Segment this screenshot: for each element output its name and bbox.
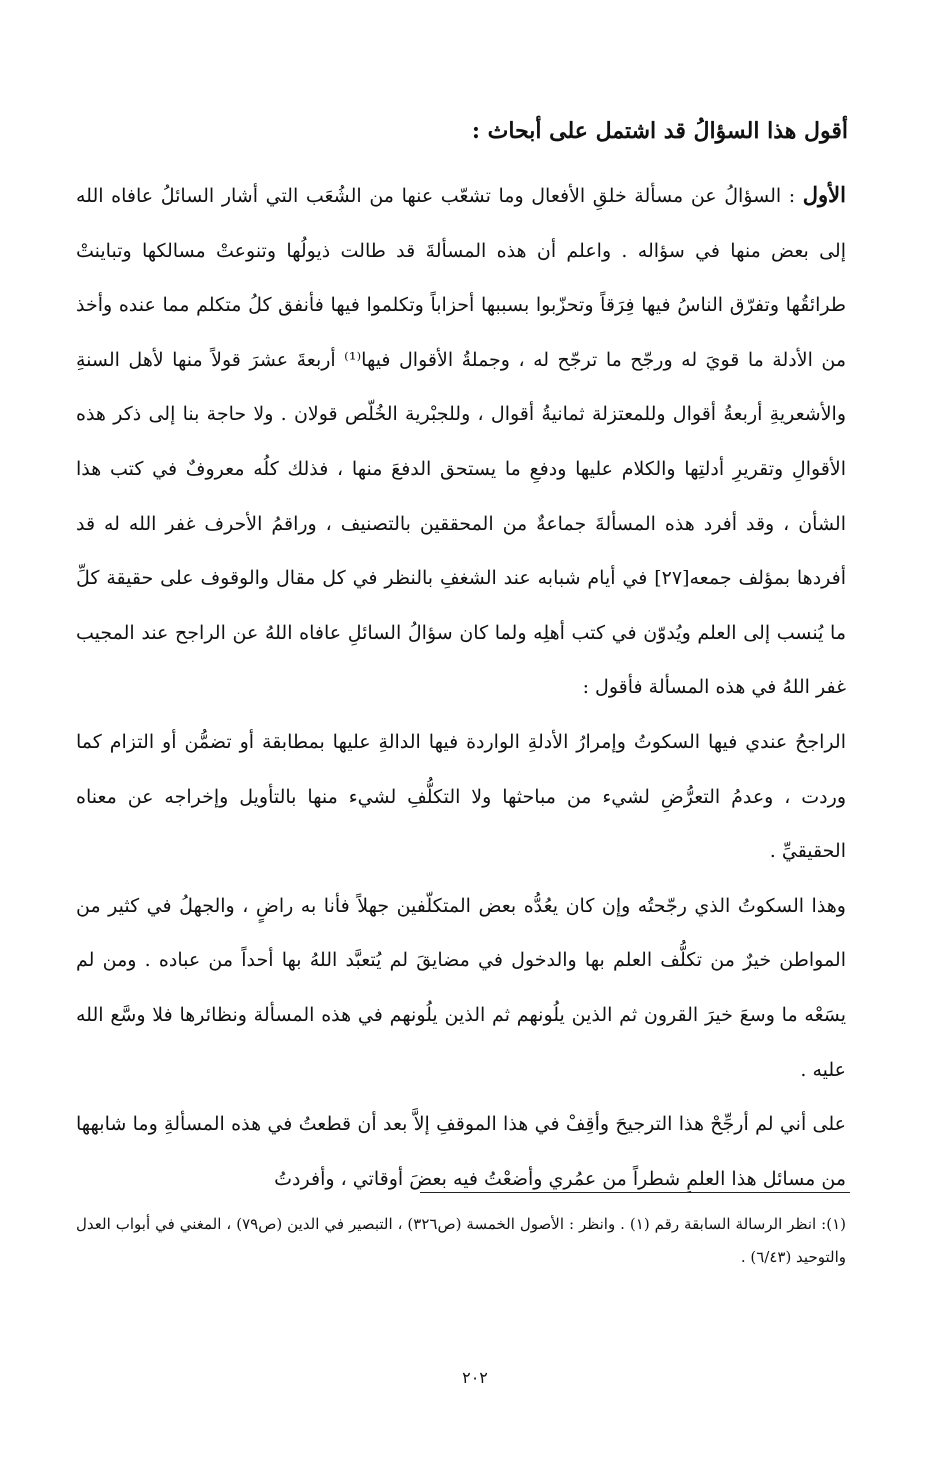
paragraph-4 — [76, 1097, 846, 1206]
paragraph-text: الراجحُ عندي فيها السكوتُ وإمرارُ الأدلةِ الواردة فيها الدالةِ عليها بمطابقة أو تضمُّن أو التزام كما وردت ، وعدمُ التعرُّضِ لشيء من مباحثها ولا التكلُّفِ لشيء منها بالتأويل وإخراجه عن معناه الحقيقيِّ . — [76, 730, 846, 863]
footnotes — [76, 1208, 846, 1274]
paragraph-2 — [76, 715, 846, 879]
main-text — [76, 168, 846, 1206]
paragraph-lead-word: الأول — [802, 182, 846, 207]
paragraph-1 — [76, 168, 846, 715]
paragraph-3 — [76, 879, 846, 1097]
section-heading: أقول هذا السؤالُ قد اشتمل على أبحاث : — [471, 118, 848, 144]
footnote-1: (١): انظر الرسالة السابقة رقم (١) . وانظر : الأصول الخمسة (ص٣٢٦) ، التبصير في الدين (ص٧٩) ، المغني في أبواب العدل والتوحيد (٦/٤٣) . — [76, 1215, 847, 1266]
paragraph-text: وهذا السكوتُ الذي رجّحتُه وإن كان يعُدُّه بعض المتكلّفين جهلاً فأنا به راضٍ ، والجهلُ في كثير من المواطن خيرٌ من تكلُّف العلم بها والدخول في مضايقَ لم يُتعبَّد اللهُ بها أحداً من عباده . ومن لم يسَعْه ما وسعَ خيرَ القرون ثم الذين يلُونهم ثم الذين يلُونهم في هذه المسألة ونظائرها فلا وسَّع الله عليه . — [76, 894, 846, 1081]
page-number: ٢٠٢ — [462, 1368, 488, 1387]
footnote-divider — [420, 1192, 850, 1193]
paragraph-text: : السؤالُ عن مسألة خلقِ الأفعال وما تشعّب عنها من الشُعَب التي أشار السائلُ عافاه الله إلى بعض منها في سؤاله . واعلم أن هذه المسألةَ قد طالت ذيولُها وتنوعتْ مسالكها وتباينتْ طرائقُها وتفرّق الناسُ فيها فِرَقاً وتحزّبوا بسببها أحزاباً وتكلموا فيها فأنفق كلُ متكلم مما عنده وأخذ من الأدلة ما قويَ له ورجّح ما ترجّح له ، وجملةُ الأقوال فيها⁽¹⁾ أربعةَ عشرَ قولاً منها لأهل السنةِ والأشعريةِ أربعةُ أقوال وللمعتزلة ثمانيةُ أقوال ، وللجبْرية الخُلّص قولان . ولا حاجة بنا إلى ذكر هذه الأقوالِ وتقريرِ أدلتِها والكلام عليها ودفعِ ما يستحق الدفعَ منها ، فذلك كلُه معروفٌ في كتب هذا الشأن ، وقد أفرد هذه المسألةَ جماعةٌ من المحققين بالتصنيف ، وراقمُ الأحرف غفر الله له قد أفردها بمؤلف جمعه[٢٧] في أيام شبابه عند الشغفِ بالنظر في كل مقال والوقوف على حقيقة كلِّ ما يُنسب إلى العلم ويُدوّن في كتب أهلِه ولما كان سؤالُ السائلِ عافاه اللهُ عن الراجح عند المجيب غفر اللهُ في هذه المسألة فأقول : — [76, 185, 847, 699]
paragraph-text: على أني لم أرجِّحْ هذا الترجيحَ وأقِفْ في هذا الموقفِ إلاَّ بعد أن قطعتُ في هذه المسألةِ وما شابهها من مسائل هذا العلمِ شطراً من عمُري وأضعْتُ فيه بعضَ أوقاتي ، وأفردتُ — [76, 1113, 846, 1190]
